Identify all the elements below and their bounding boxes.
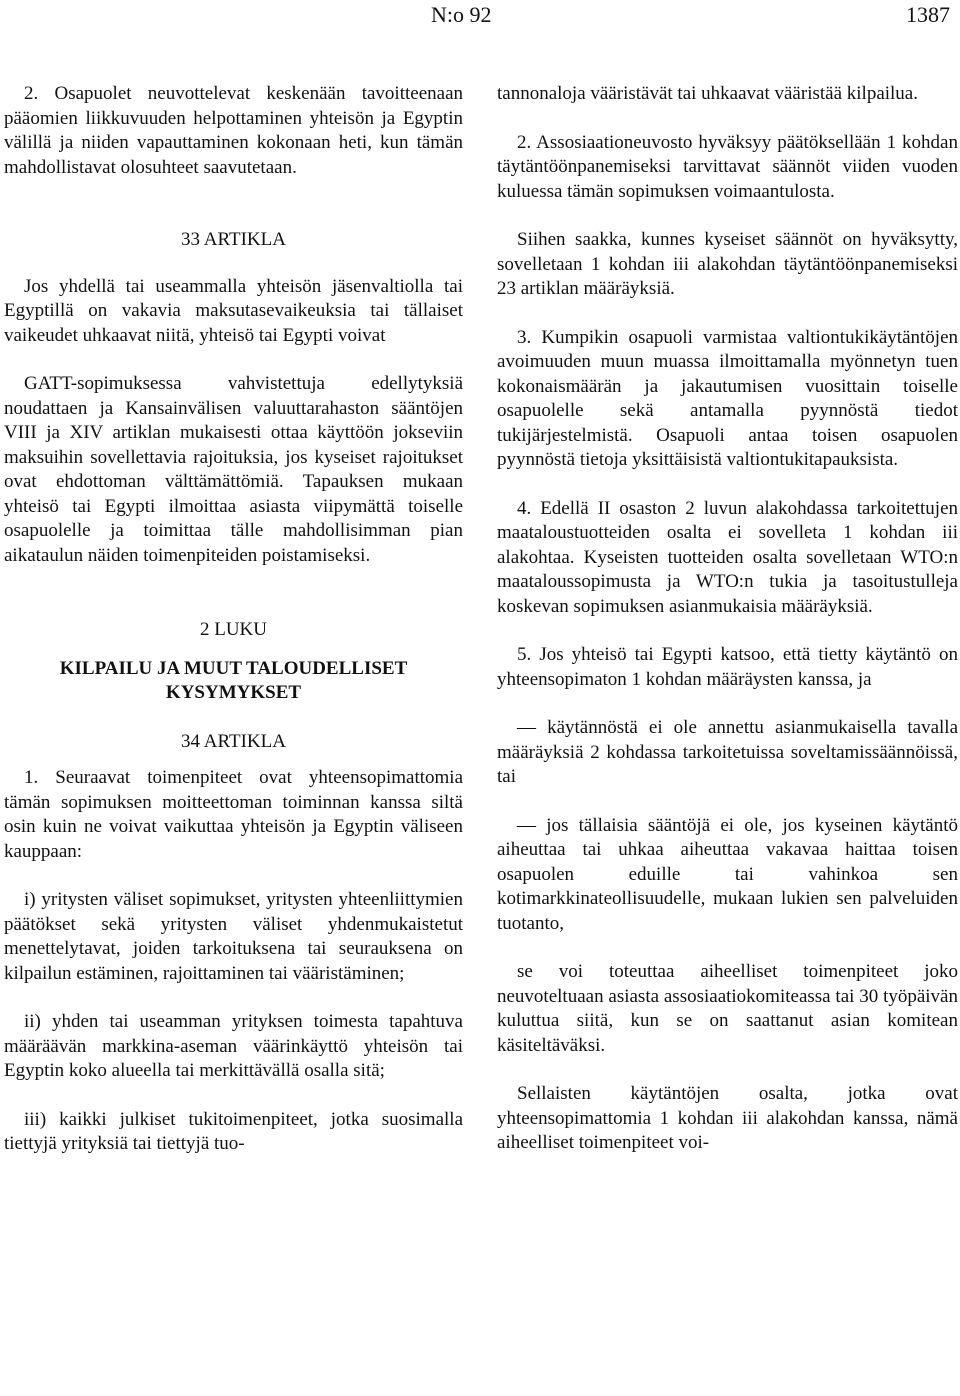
chapter-title-line-1: KILPAILU JA MUUT TALOUDELLISET [59,657,408,679]
dash-item-2-text: jos tällaisia sääntöjä ei ole, jos kyseinen käytäntö aiheuttaa tai uhkaa aiheuttaa vakavaa haittaa toisen osapuolen eduille tai vahinkoa sen kotimarkkinateollisuudelle, mukaan lukien sen palveluiden tuotanto, [497,814,959,934]
chapter-heading: 2 LUKU [199,619,268,640]
dash-item-1 [497,716,958,790]
paragraph-measures: se voi toteuttaa aiheelliset toimenpiteet joko neuvoteltuaan asiasta assosiaatiokomiteassa tai 30 työpäivän kuluttua siitä, kun se on saattanut asian komitean käsiteltäväksi. [497,961,958,1056]
chapter-title-line-2: KYSYMYKSET [165,682,302,703]
paragraph-2-council: 2. Assosiaationeuvosto hyväksyy päätöksellään 1 kohdan täytäntöönpanemiseksi tarvittavat säännöt viiden vuoden kuluessa tämän sopimuksen voimaantulosta. [497,131,958,202]
dash-item-2 [497,814,958,937]
issue-number: N:o 92 [431,2,492,27]
article-33-paragraph-2: GATT-sopimuksessa vahvistettuja edellytyksiä noudattaen ja Kansainvälisen valuuttarahaston sääntöjen VIII ja XIV artiklan mukaisesti ottaa käyttöön jokseviin maksuihin sovellettavia rajoituksia, jos kyseiset rajoitukset ovat ehdottoman välttämättömiä. Tapauksen mukaan yhteisö tai Egypti ilmoittaa asiasta viipymättä toiselle osapuolelle ja toimittaa tälle mahdollisimman pian aikataulun näiden toimenpiteiden poistamiseksi. [4,373,463,566]
article-34-paragraph-1: 1. Seuraavat toimenpiteet ovat yhteensopimattomia tämän sopimuksen moitteettoman toiminnan kanssa siltä osin kuin ne voivat vaikuttaa yhteisön ja Egyptin väliseen kauppaan: [4,767,463,862]
left-column [4,82,463,1157]
article-34-item-i: i) yritysten väliset sopimukset, yritysten yhteenliittymien päätökset sekä yritysten väliset yhdenmukaistetut menettelytavat, joiden tarkoituksena tai seurauksena on kilpailun estäminen, rajoittaminen tai vääristäminen; [4,889,463,984]
article-34-item-iii: iii) kaikki julkiset tukitoimenpiteet, jotka suosimalla tiettyjä yrityksiä tai tiettyjä tuo- [4,1108,463,1154]
chapter-title [4,657,463,706]
article-33-heading: 33 ARTIKLA [181,229,286,250]
page-number: 1387 [906,2,950,27]
page-header [0,0,960,32]
em-dash: — [517,717,548,738]
article-34-item-ii: ii) yhden tai useamman yrityksen toimesta tapahtuva määräävän markkina-aseman väärinkäyttö yhteisön tai Egyptin koko alueella tai merkittävällä osalla sitä; [4,1011,463,1081]
paragraph-3: 3. Kumpikin osapuoli varmistaa valtiontukikäytäntöjen avoimuuden muun muassa ilmoittamalla myönnetyn tuen kokonaismäärän ja jakautumisen vuosittain toiselle osapuolelle sekä antamalla pyynnöstä tiedot tukijärjestelmistä. Osapuoli antaa toisen osapuolen pyynnöstä tietoja yksittäisistä valtiontukitapauksista. [497,326,958,470]
right-column [497,82,958,1156]
paragraph-5: 5. Jos yhteisö tai Egypti katsoo, että tietty käytäntö on yhteensopimaton 1 kohdan määräysten kanssa, ja [497,644,958,690]
paragraph-last: Sellaisten käytäntöjen osalta, jotka ovat yhteensopimattomia 1 kohdan iii alakohdan kanssa, nämä aiheelliset toimenpiteet voi- [497,1083,958,1153]
paragraph-4: 4. Edellä II osaston 2 luvun alakohdassa tarkoitettujen maataloustuotteiden osalta ei sovelleta 1 kohdan iii alakohtaa. Kyseisten tuotteiden osalta sovelletaan WTO:n maataloussopimusta ja WTO:n tukia ja tasoitustulleja koskevan sopimuksen asianmukaisia määräyksiä. [497,497,958,617]
article-34-heading: 34 ARTIKLA [181,730,286,752]
continued-paragraph: tannonaloja vääristävät tai uhkaavat vääristää kilpailua. [497,83,918,104]
paragraph-2: 2. Osapuolet neuvottelevat keskenään tavoitteenaan pääomien liikkuvuuden helpottaminen yhteisön ja Egyptin välillä ja niiden vapauttaminen kokonaan heti, kun tämän mahdollistavat olosuhteet saavutetaan. [4,83,463,178]
article-33-paragraph-1: Jos yhdellä tai useammalla yhteisön jäsenvaltiolla tai Egyptillä on vakavia maksutasevaikeuksia tai tällaiset vaikeudet uhkaavat niitä, yhteisö tai Egypti voivat [4,275,463,346]
dash-item-1-text: käytännöstä ei ole annettu asianmukaisella tavalla määräyksiä 2 kohdassa tarkoitetuissa soveltamissäännöissä, tai [497,717,958,787]
paragraph-until-adoption: Siihen saakka, kunnes kyseiset säännöt on hyväksytty, sovelletaan 1 kohdan iii alakohdan täytäntöönpanemiseksi 23 artiklan määräyksiä. [497,229,958,299]
em-dash: — [517,814,547,836]
